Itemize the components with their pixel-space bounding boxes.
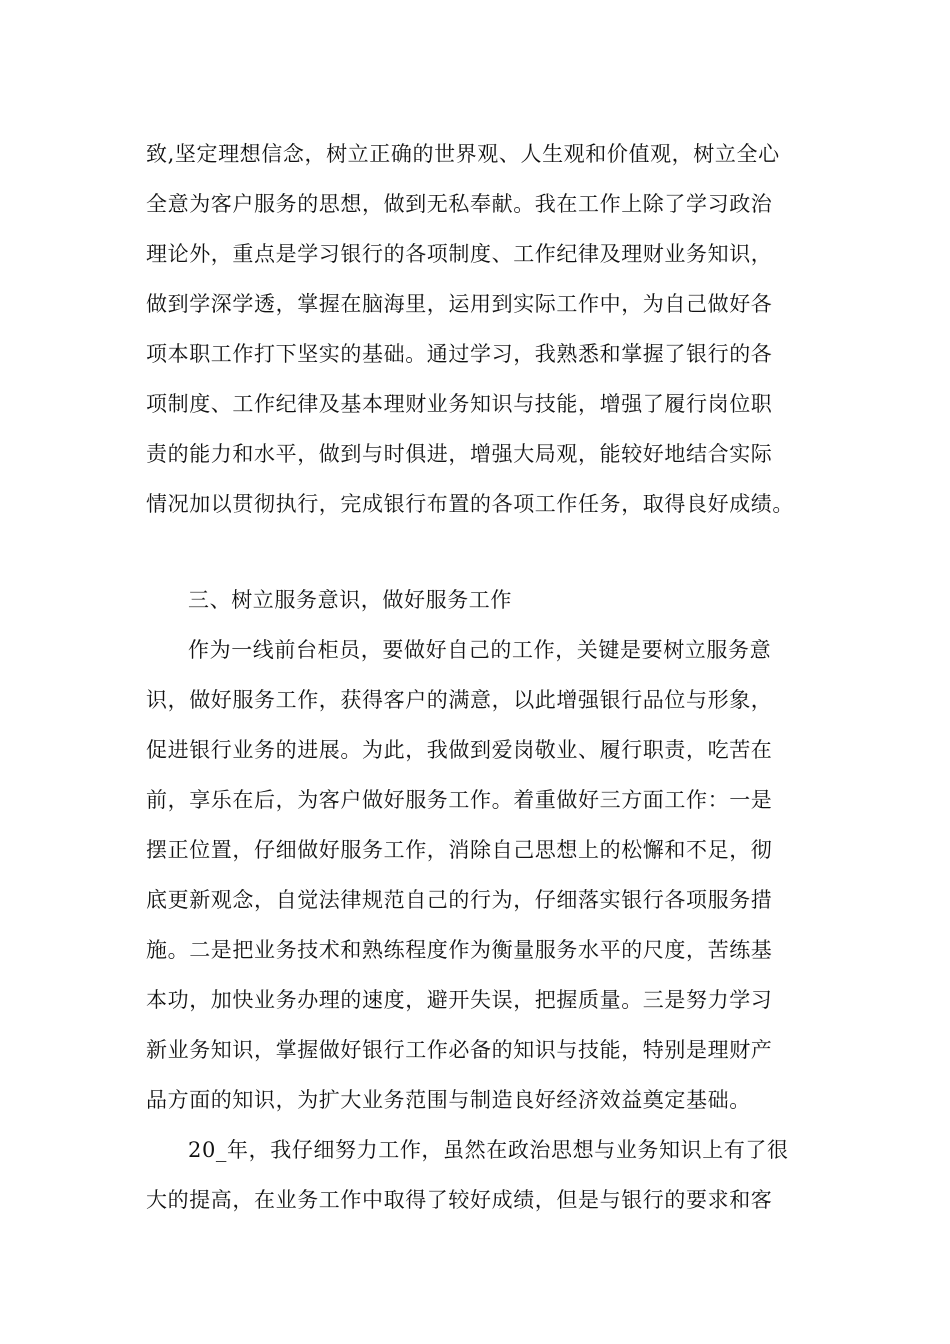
paragraph-line: 摆正位置，仔细做好服务工作，消除自己思想上的松懈和不足，彻	[146, 838, 773, 862]
paragraph-line: 责的能力和水平，做到与时俱进，增强大局观，能较好地结合实际	[146, 442, 773, 466]
paragraph-line: 底更新观念，自觉法律规范自己的行为，仔细落实银行各项服务措	[146, 888, 773, 912]
paragraph-line: 前，享乐在后，为客户做好服务工作。着重做好三方面工作：一是	[146, 788, 773, 812]
paragraph-line: 新业务知识，掌握做好银行工作必备的知识与技能，特别是理财产	[146, 1038, 773, 1062]
paragraph-line: 品方面的知识，为扩大业务范围与制造良好经济效益奠定基础。	[146, 1088, 751, 1112]
paragraph-line: 致,坚定理想信念，树立正确的世界观、人生观和价值观，树立全心	[146, 142, 780, 166]
paragraph-line: 本功，加快业务办理的速度，避开失误，把握质量。三是努力学习	[146, 988, 773, 1012]
paragraph-line: 作为一线前台柜员，要做好自己的工作，关键是要树立服务意	[188, 638, 772, 662]
paragraph-line: 施。二是把业务技术和熟练程度作为衡量服务水平的尺度，苦练基	[146, 938, 773, 962]
paragraph-line: 理论外，重点是学习银行的各项制度、工作纪律及理财业务知识，	[146, 242, 773, 266]
paragraph-line: 情况加以贯彻执行，完成银行布置的各项工作任务，取得良好成绩。	[146, 492, 794, 516]
section-heading: 三、树立服务意识，做好服务工作	[188, 588, 512, 612]
paragraph-line: 促进银行业务的进展。为此，我做到爱岗敬业、履行职责，吃苦在	[146, 738, 773, 762]
paragraph-line: 识，做好服务工作，获得客户的满意，以此增强银行品位与形象，	[146, 688, 773, 712]
paragraph-line: 20_年，我仔细努力工作，虽然在政治思想与业务知识上有了很	[188, 1138, 789, 1162]
paragraph-line: 大的提高，在业务工作中取得了较好成绩，但是与银行的要求和客	[146, 1188, 773, 1212]
paragraph-line: 项本职工作打下坚实的基础。通过学习，我熟悉和掌握了银行的各	[146, 342, 773, 366]
paragraph-line: 全意为客户服务的思想，做到无私奉献。我在工作上除了学习政治	[146, 192, 773, 216]
paragraph-line: 做到学深学透，掌握在脑海里，运用到实际工作中，为自己做好各	[146, 292, 773, 316]
paragraph-line: 项制度、工作纪律及基本理财业务知识与技能，增强了履行岗位职	[146, 392, 773, 416]
